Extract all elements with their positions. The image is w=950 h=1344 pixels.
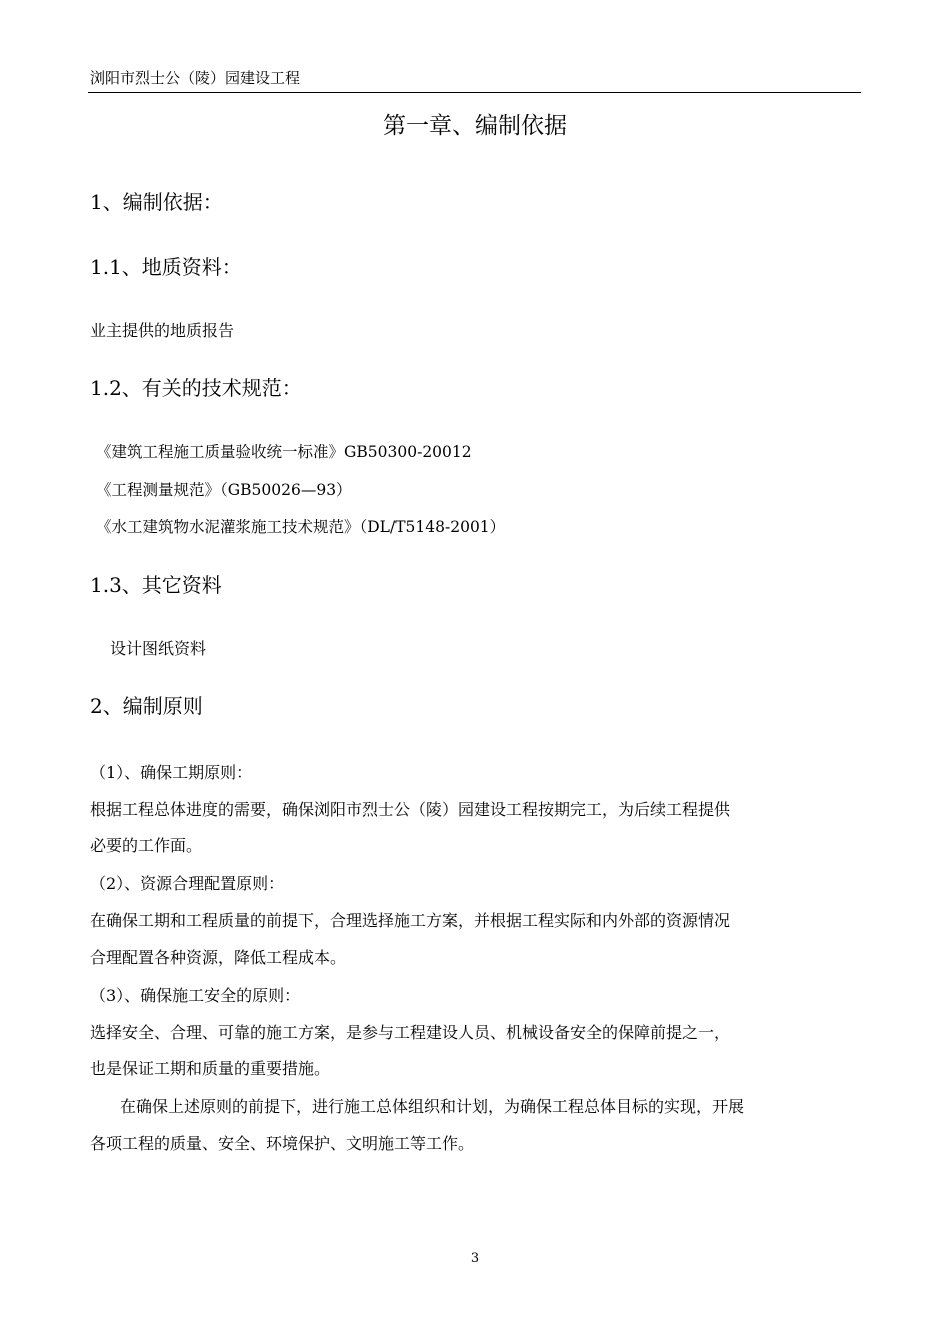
principle-3-line-1: 选择安全、合理、可靠的施工方案，是参与工程建设人员、机械设备安全的保障前提之一， bbox=[90, 1023, 731, 1042]
principle-3-line-2: 也是保证工期和质量的重要措施。 bbox=[90, 1059, 331, 1078]
running-header: 浏阳市烈士公（陵）园建设工程 bbox=[90, 69, 301, 87]
principle-2-line-2: 合理配置各种资源，降低工程成本。 bbox=[90, 948, 347, 967]
principle-1-line-1: 根据工程总体进度的需要，确保浏阳市烈士公（陵）园建设工程按期完工，为后续工程提供 bbox=[90, 800, 731, 819]
principle-1-title: （1）、确保工期原则： bbox=[90, 763, 253, 782]
spec-reference-2: 《工程测量规范》（GB50026—93） bbox=[96, 481, 352, 499]
subsection-heading-geology: 1.1、地质资料： bbox=[90, 255, 242, 279]
chapter-title: 第一章、编制依据 bbox=[383, 113, 567, 139]
closing-line-2: 各项工程的质量、安全、环境保护、文明施工等工作。 bbox=[90, 1134, 475, 1153]
page-number: 3 bbox=[470, 1251, 480, 1266]
subsection-heading-other: 1.3、其它资料 bbox=[90, 573, 222, 597]
spec-reference-3: 《水工建筑物水泥灌浆施工技术规范》（DL/T5148-2001） bbox=[96, 518, 506, 536]
header-divider bbox=[88, 92, 861, 93]
principle-2-line-1: 在确保工期和工程质量的前提下，合理选择施工方案，并根据工程实际和内外部的资源情况 bbox=[90, 911, 731, 930]
principle-3-title: （3）、确保施工安全的原则： bbox=[90, 986, 301, 1005]
subsection-heading-specs: 1.2、有关的技术规范： bbox=[90, 376, 302, 400]
section-heading-basis: 1、编制依据： bbox=[90, 190, 223, 214]
other-text: 设计图纸资料 bbox=[110, 639, 207, 658]
principle-2-title: （2）、资源合理配置原则： bbox=[90, 874, 285, 893]
spec-reference-1: 《建筑工程施工质量验收统一标准》GB50300-20012 bbox=[96, 443, 472, 461]
geology-text: 业主提供的地质报告 bbox=[90, 321, 235, 340]
closing-line-1: 在确保上述原则的前提下，进行施工总体组织和计划，为确保工程总体目标的实现，开展 bbox=[120, 1097, 745, 1116]
section-heading-principles: 2、编制原则 bbox=[90, 694, 203, 718]
principle-1-line-2: 必要的工作面。 bbox=[90, 836, 203, 855]
